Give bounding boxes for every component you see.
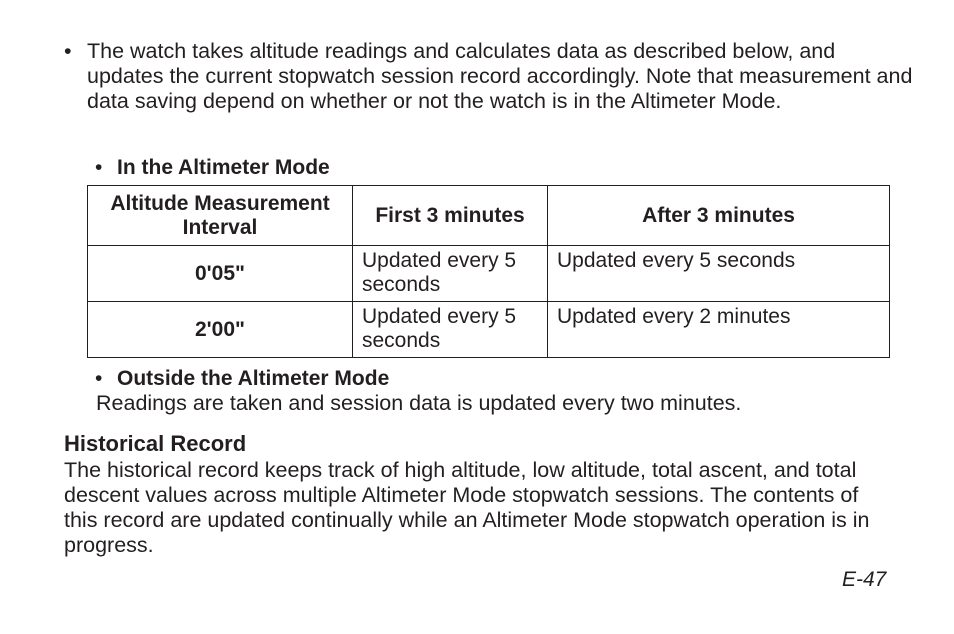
outside-mode-heading [95, 366, 389, 391]
header-first-3-minutes: First 3 minutes [353, 186, 548, 246]
first-3-minutes-cell: Updated every 5 seconds [353, 302, 548, 358]
after-3-minutes-cell: Updated every 5 seconds [548, 246, 890, 302]
after-3-minutes-cell: Updated every 2 minutes [548, 302, 890, 358]
bullet: • [95, 367, 103, 390]
interval-cell: 0'05" [88, 246, 353, 302]
historical-record-body: The historical record keeps track of high altitude, low altitude, total ascent, and total descent values across multiple Altimeter Mode stopwatch sessions. The contents of this record are updated continually while an Altimeter Mode stopwatch operation is in progress. [64, 458, 870, 557]
header-interval: Altitude Measurement Interval [88, 186, 353, 246]
historical-record-title: Historical Record [64, 431, 247, 456]
altimeter-mode-heading [95, 155, 330, 180]
first-3-minutes-cell: Updated every 5 seconds [353, 246, 548, 302]
intro-text: The watch takes altitude readings and calculates data as described below, and updates the current stopwatch session record accordingly. Note that measurement and data saving depend on whether or not the watch is in the Altimeter Mode. [87, 39, 913, 113]
table-row [88, 246, 890, 302]
bullet: • [64, 39, 72, 63]
interval-cell: 2'00" [88, 302, 353, 358]
header-after-3-minutes: After 3 minutes [548, 186, 890, 246]
page-number: E-47 [842, 568, 887, 591]
outside-mode-heading-text: Outside the Altimeter Mode [117, 367, 390, 390]
intro-paragraph [64, 39, 914, 114]
altimeter-interval-table [87, 185, 890, 358]
outside-mode-text: Readings are taken and session data is updated every two minutes. [96, 391, 742, 415]
bullet: • [95, 156, 103, 179]
table-header-row [88, 186, 890, 246]
table-row [88, 302, 890, 358]
altimeter-mode-heading-text: In the Altimeter Mode [117, 156, 330, 179]
